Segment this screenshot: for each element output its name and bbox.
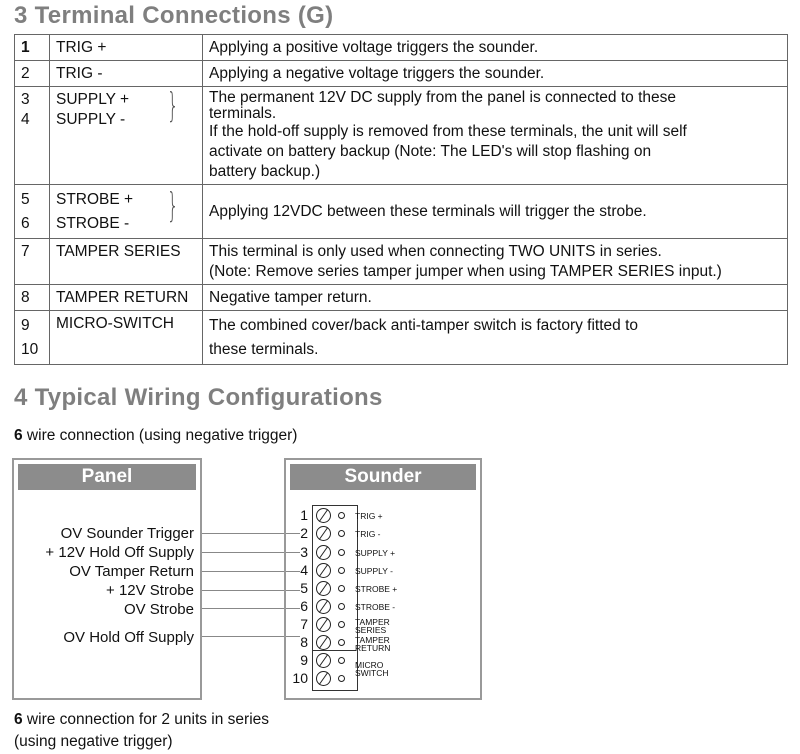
terminal-label: SUPPLY + (355, 548, 396, 558)
terminal-name: STROBE + STROBE - } (50, 185, 203, 239)
terminal-label: STROBE + (355, 584, 398, 594)
panel-label: OV Sounder Trigger (60, 525, 194, 542)
wiring-diagram (12, 458, 482, 700)
terminal-hole-icon (338, 603, 345, 610)
screw-icon (316, 671, 331, 686)
terminal-name: TAMPER SERIES (50, 239, 203, 285)
sounder-title: Sounder (290, 464, 476, 490)
terminal-label: SUPPLY - (355, 566, 393, 576)
screw-icon (316, 508, 331, 523)
terminal-name: SUPPLY + SUPPLY - } (50, 87, 203, 185)
terminal-hole-icon (338, 621, 345, 628)
terminal-number: 9 10 (15, 311, 50, 365)
table-row (15, 285, 788, 311)
terminal-hole-icon (338, 657, 345, 664)
screw-icon (316, 563, 331, 578)
terminal-hole-icon (338, 549, 345, 556)
section-3-heading: 3 Terminal Connections (G) (14, 2, 334, 29)
brace-icon: } (167, 86, 180, 126)
screw-icon (316, 617, 331, 632)
terminal-hole-icon (338, 530, 345, 537)
screw-icon (316, 599, 331, 614)
terminal-hole-icon (338, 567, 345, 574)
terminal-number: 9 (300, 652, 308, 668)
table-row (15, 61, 788, 87)
terminal-number: 5 (300, 580, 308, 596)
terminal-hole-icon (338, 585, 345, 592)
terminal-number: 3 4 (15, 87, 50, 185)
table-row (15, 35, 788, 61)
terminal-number: 4 (300, 562, 308, 578)
terminal-hole-icon (338, 639, 345, 646)
terminal-name: MICRO-SWITCH (50, 311, 203, 365)
terminal-description: The combined cover/back anti-tamper switch is factory fitted to these terminals. (203, 311, 788, 365)
terminal-label: STROBE - (355, 602, 396, 612)
terminal-number: 7 (300, 616, 308, 632)
diagram-caption: 6 wire connection for 2 units in series (using negative trigger) (14, 711, 270, 750)
terminal-label: TAMPER SERIES (355, 617, 390, 635)
panel-title: Panel (18, 464, 196, 490)
table-row (15, 185, 788, 239)
terminal-description: The permanent 12V DC supply from the panel is connected to these terminals. If the hold-off supply is removed from these terminals, the unit will self activate on battery backup (Note: The LED's will stop flashing on battery backup.) (203, 87, 788, 185)
terminal-name: TAMPER RETURN (50, 285, 203, 311)
section-4-heading: 4 Typical Wiring Configurations (14, 384, 383, 411)
terminal-name: TRIG + (50, 35, 203, 61)
terminal-name: TRIG - (50, 61, 203, 87)
terminal-number: 2 (15, 61, 50, 87)
screw-icon (316, 635, 331, 650)
panel-label: OV Tamper Return (69, 563, 194, 580)
table-row (15, 311, 788, 365)
terminal-connections-table (14, 34, 788, 365)
terminal-number: 3 (300, 544, 308, 560)
terminal-number: 8 (15, 285, 50, 311)
terminal-divider (312, 650, 356, 651)
terminal-description: Negative tamper return. (203, 285, 788, 311)
screw-icon (316, 545, 331, 560)
panel-label: + 12V Strobe (106, 582, 194, 599)
terminal-description: Applying a positive voltage triggers the sounder. (203, 35, 788, 61)
terminal-number: 8 (300, 634, 308, 650)
terminal-label: TAMPER RETURN (355, 635, 391, 653)
brace-icon: } (167, 186, 180, 226)
terminal-hole-icon (338, 675, 345, 682)
table-row (15, 87, 788, 185)
terminal-number: 2 (300, 525, 308, 541)
terminal-label: MICRO SWITCH (355, 660, 389, 678)
terminal-label: TRIG - (355, 529, 381, 539)
terminal-description: Applying a negative voltage triggers the sounder. (203, 61, 788, 87)
terminal-number: 10 (292, 670, 308, 686)
terminal-hole-icon (338, 512, 345, 519)
panel-label: OV Strobe (123, 601, 194, 618)
terminal-number: 6 (300, 598, 308, 614)
terminal-description: This terminal is only used when connecting TWO UNITS in series. (Note: Remove series tamper jumper when using TAMPER SERIES input.) (203, 239, 788, 285)
panel-label: OV Hold Off Supply (63, 629, 194, 646)
terminal-label: TRIG + (355, 511, 383, 521)
diagram-caption: 6 wire connection (using negative trigger) (14, 427, 298, 444)
terminal-number: 1 (15, 35, 50, 61)
terminal-number: 1 (300, 507, 308, 523)
screw-icon (316, 581, 331, 596)
table-row (15, 239, 788, 285)
screw-icon (316, 526, 331, 541)
panel-label: + 12V Hold Off Supply (45, 544, 194, 561)
terminal-description: Applying 12VDC between these terminals will trigger the strobe. (203, 185, 788, 239)
screw-icon (316, 653, 331, 668)
terminal-number: 7 (15, 239, 50, 285)
panel-box (12, 458, 202, 700)
terminal-number: 5 6 (15, 185, 50, 239)
